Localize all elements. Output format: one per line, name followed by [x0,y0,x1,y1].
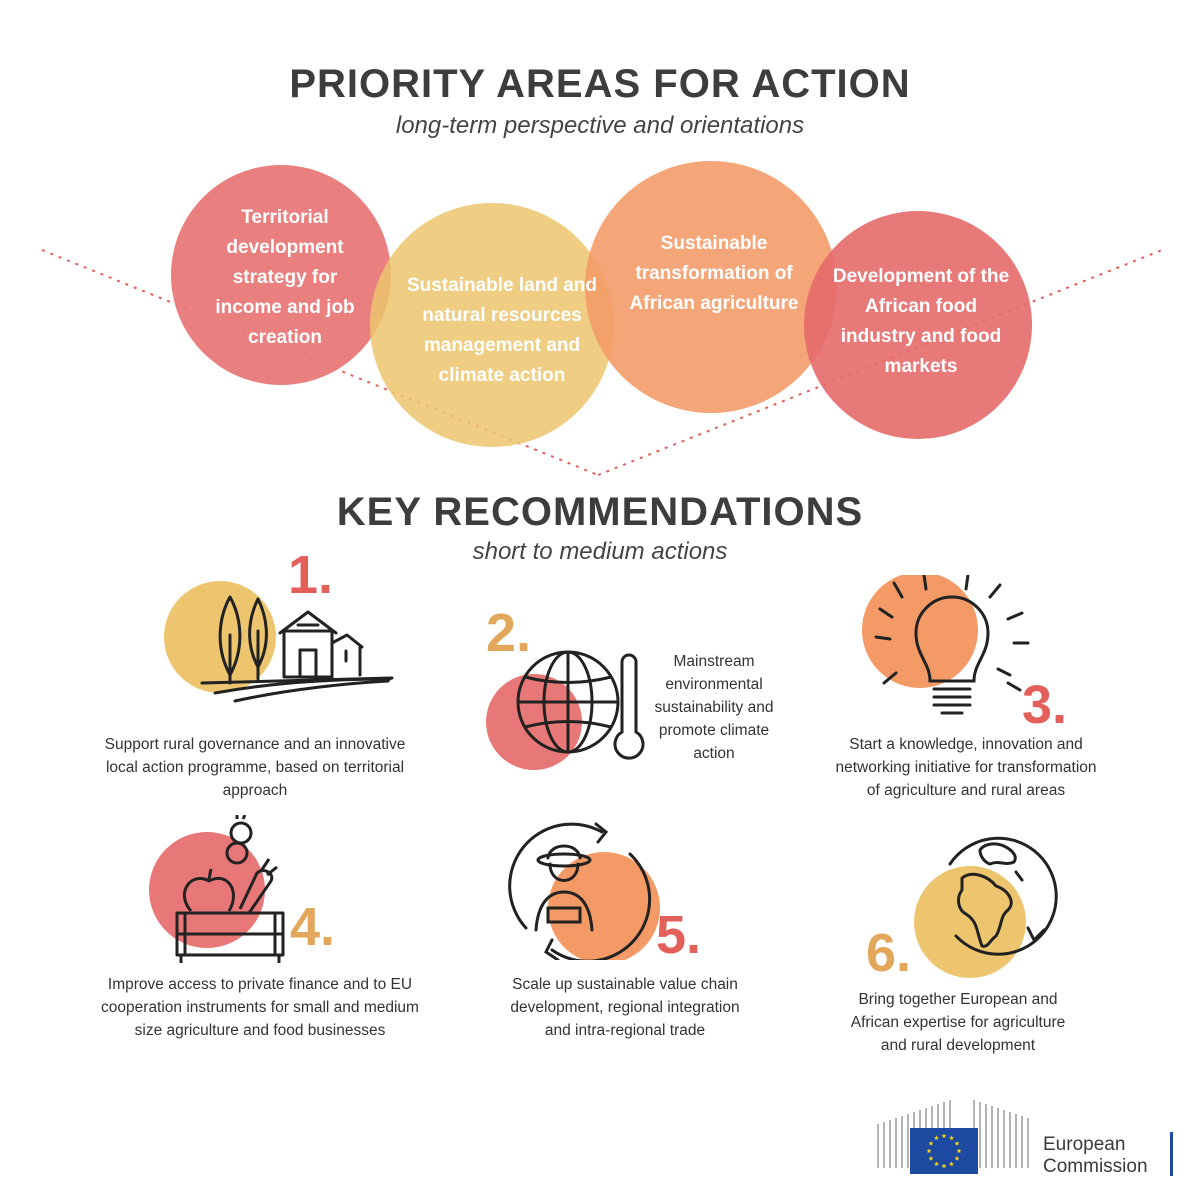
eu-flag-icon [910,1128,978,1174]
rec-number-3: 3. [1022,675,1068,735]
rec-text-6: Bring together European and African expertise for agriculture and rural development [850,991,1066,1054]
section-subtitle: short to medium actions [472,538,728,565]
page-subtitle: long-term perspective and orientations [395,112,805,139]
section-title: KEY RECOMMENDATIONS [336,490,864,534]
priority-area-label-1: Territorial development strategy for income and job creation [215,207,355,348]
rec-number-5: 5. [656,905,702,965]
page-title: PRIORITY AREAS FOR ACTION [289,62,911,106]
priority-area-label-3: Sustainable transformation of African agriculture [629,233,799,314]
logo-text-line1: European [1043,1134,1126,1155]
rec-text-2: Mainstream environmental sustainability and promote climate action [654,653,774,762]
produce-crate-coins-icon [145,815,305,965]
rec-text-5: Scale up sustainable value chain development, regional integration and intra-regional trade [510,976,740,1039]
rec-number-6: 6. [866,923,912,983]
priority-area-label-4: Development of the African food industry and food markets [832,266,1010,377]
logo-accent-bar [1170,1132,1173,1176]
rec-text-4: Improve access to private finance and to EU cooperation instruments for small and medium size agriculture and food businesses [101,976,419,1039]
rec-number-1: 1. [288,545,334,605]
priority-area-label-2: Sustainable land and natural resources management and climate action [406,275,598,386]
lightbulb-icon [850,575,1040,735]
rec-text-1: Support rural governance and an innovative local action programme, based on territorial approach [104,736,406,799]
africa-europe-globe-icon [910,830,1060,980]
farm-icon [150,575,400,705]
rec-number-2: 2. [486,603,532,663]
farmer-cycle-icon [490,820,670,960]
rec-number-4: 4. [290,897,336,957]
logo-text-line2: Commission [1043,1156,1148,1177]
rec-text-3: Start a knowledge, innovation and networking initiative for transformation of agriculture and rural areas [835,736,1097,799]
